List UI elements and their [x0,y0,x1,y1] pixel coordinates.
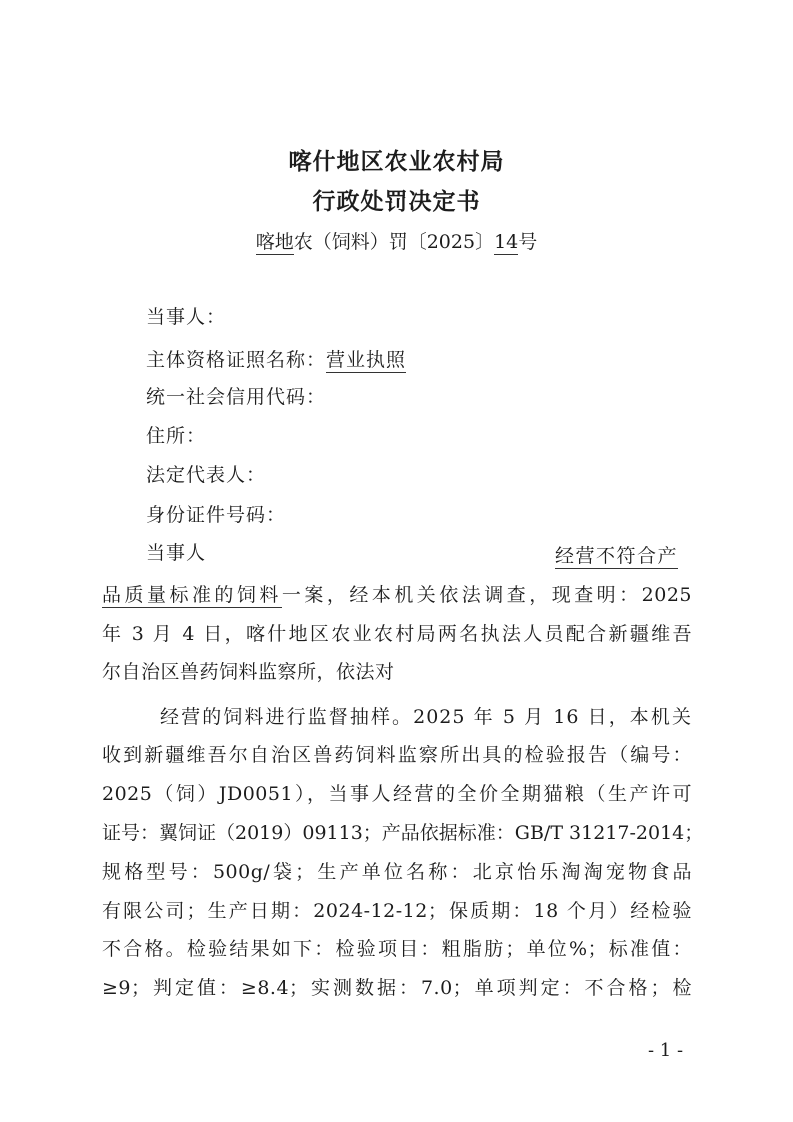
doc-no-middle: 农（饲料）罚〔2025〕 [293,231,495,253]
narrative-line-6: 收到新疆维吾尔自治区兽药饲料监察所出具的检验报告（编号： [102,744,692,766]
document-number [0,227,793,254]
narrative-line-11: 不合格。检验结果如下：检验项目：粗脂肪；单位%；标准值： [102,938,692,960]
address-label: 住所： [146,425,207,447]
legal-rep-label: 法定代表人： [146,464,267,486]
narrative-line-1-start: 当事人 [146,542,207,564]
narrative-line-2: 品质量标准的饲料一案，经本机关依法调查，现查明：2025 [102,584,692,606]
narrative-line-12: ≥9；判定值：≥8.4；实测数据：7.0；单项判定：不合格；检 [102,977,692,999]
violation-text-part1: 经营不符合产 [555,545,679,567]
narrative-line-4: 尔自治区兽药饲料监察所，依法对 [102,661,395,683]
document-type-title: 行政处罚决定书 [312,189,481,215]
doc-no-suffix: 号 [518,231,538,253]
license-name-label: 主体资格证照名称： [146,349,327,371]
license-name-value: 营业执照 [326,349,407,371]
narrative-line-5: 经营的饲料进行监督抽样。2025 年 5 月 16 日，本机关 [160,706,692,728]
license-name-row [146,345,406,372]
page-number: - 1 - [648,1040,684,1061]
violation-text-part2: 品质量标准的饲料 [102,584,282,606]
narrative-line-7: 2025（饲）JD0051），当事人经营的全价全期猫粮（生产许可 [102,783,692,805]
issuing-authority-title: 喀什地区农业农村局 [288,149,505,175]
narrative-line-8: 证号：翼饲证（2019）09113；产品依据标准：GB/T 31217-2014； [102,822,704,844]
credit-code-label: 统一社会信用代码： [146,386,327,408]
id-number-label: 身份证件号码： [146,504,287,526]
doc-no-prefix: 喀地 [255,231,294,253]
narrative-line-1-end [555,541,678,568]
narrative-line-10: 有限公司；生产日期：2024-12-12；保质期：18 个月）经检验 [102,900,692,922]
doc-no-num: 14 [494,231,519,253]
party-label: 当事人： [146,306,227,328]
narrative-line-9: 规格型号：500g/袋；生产单位名称：北京怡乐淘淘宠物食品 [102,861,692,883]
narrative-line-3: 年 3 月 4 日，喀什地区农业农村局两名执法人员配合新疆维吾 [102,623,692,645]
